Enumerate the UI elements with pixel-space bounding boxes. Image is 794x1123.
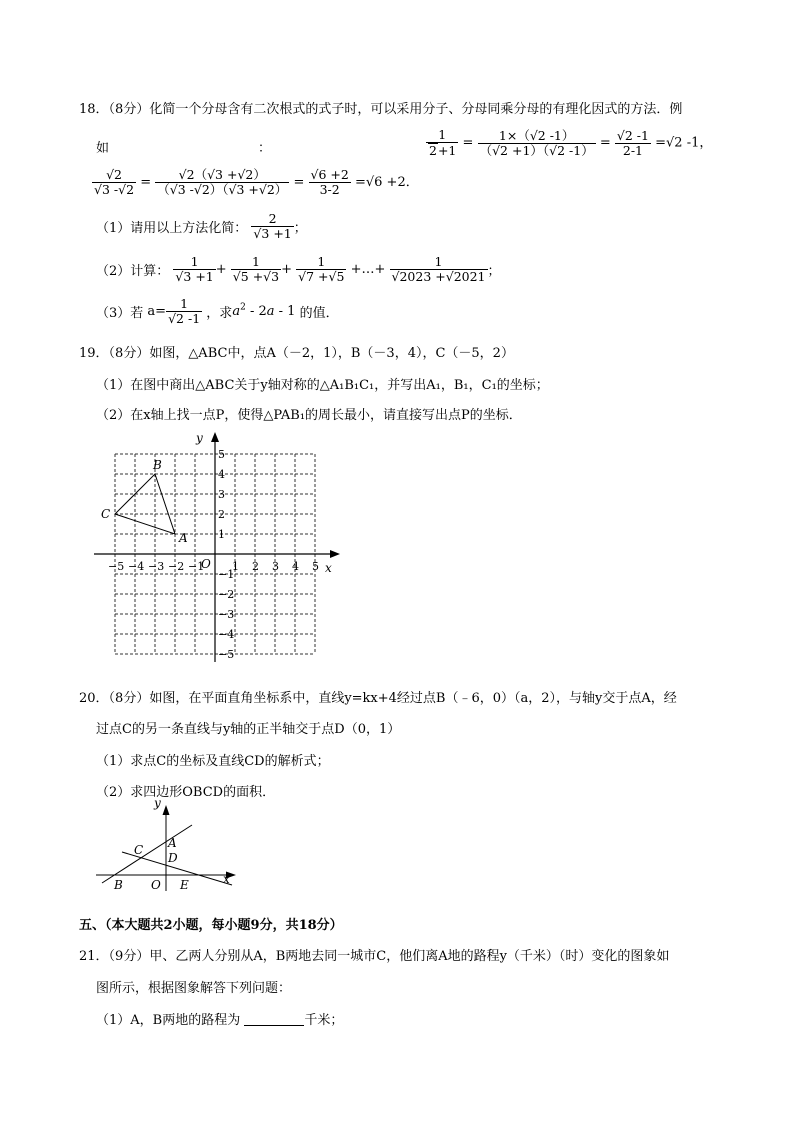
point-e-label: E [180,878,189,892]
section-5-heading: 五、（本大题共2小题，每小题9分，共18分） [79,918,343,933]
y-tick-label: 3 [218,488,225,501]
x-axis-label: x [325,561,332,575]
y-axis-arrow-icon [163,805,170,815]
q19-coordinate-grid [92,430,344,665]
x-axis-label: x [223,872,230,886]
triangle-abc [115,474,175,534]
x-tick-label: 5 [312,560,319,573]
q20-intro-line1: 20．（8分）如图，在平面直角坐标系中，直线y=kx+4经过点B（﹣6，0）（a，2），与轴y交于点A，经 [79,691,677,706]
fraction: $\frac{√6 +2}{3-2}$ [310,167,349,197]
answer-blank[interactable] [244,1013,304,1026]
fraction: $\frac{1}{√5 +√3}$ [232,254,280,284]
origin-label: O [201,557,211,571]
q18-example-2: $\frac{√2}{√3 -√2}$ = $\frac{√2(√3 +√2)}{(√3 -√2)(√3 +√2)}$ = $\frac{√6 +2}{3-2}$ =√6 +2． [94,167,419,197]
y-tick-label: −2 [218,588,235,601]
origin-label: O [151,878,161,892]
fraction: $\frac{√2}{√3 -√2}$ [94,167,135,197]
x-tick-label: −5 [108,560,125,573]
point-a-label: A [168,836,177,850]
fraction: $\frac{√2(√3 +√2)}{(√3 -√2)(√3 +√2)}$ [157,167,288,197]
q21-intro-line2: 图所示，根据图象解答下列问题： [96,981,292,996]
q21-intro-line1: 21．（9分）甲、乙两人分别从A，B两地去同一城市C，他们离A地的路程y（千米）（时）变化的图象如 [79,949,670,964]
q18-colon: ： [258,141,272,156]
y-tick-label: 4 [218,468,225,481]
fraction: $\frac{1\times(√2 -1)}{(√2 +1)(√2 -1)}$ [479,127,594,158]
fraction: $\frac{1}{√2023 +√2021}$ [391,254,486,284]
q18-part2: （2）计算： $\frac{1}{√3 +1}$ + $\frac{1}{√5 +√3}$ + $\frac{1}{√7 +√5}$ +…+ $\frac{1}{√2023 +√2021}$ ； [96,254,501,284]
y-tick-label: −3 [218,608,235,621]
fraction: $\frac{1}{√7 +√5}$ [298,254,345,284]
y-axis-label: y [196,431,203,445]
fraction: $\frac{1}{2+1}$ [426,128,458,158]
x-tick-label: −1 [188,560,205,573]
x-tick-label: 2 [252,560,259,573]
q20-part2: （2）求四边形OBCD的面积． [96,785,276,800]
q18-part1: （1）请用以上方法化简： $\frac{2}{√3 +1}$ ； [96,211,307,241]
point-b-label: B [114,878,123,892]
y-axis-label: y [154,797,161,810]
q20-figure [92,797,242,893]
point-d-label: D [168,851,178,865]
fraction: $\frac{1}{√3 +1}$ [175,254,214,284]
y-tick-label: −4 [218,628,235,641]
line-ab [102,825,192,883]
q20-intro-line2: 过点C的另一条直线与y轴的正半轴交于点D（0，1） [96,722,401,737]
y-axis-arrow-icon [211,432,219,442]
x-tick-label: −2 [168,560,185,573]
y-tick-label: 1 [218,528,225,541]
x-tick-label: 4 [292,560,299,573]
q18-ru: 如 [96,141,110,156]
q18-example-1: $\frac{1}{2+1}$ = $\frac{1\times(√2 -1)}{(√2 +1)(√2 -1)}$ = $\frac{√2 -1}{2-1}$ =√2 -1， [426,128,712,158]
q21-part1: （1）A，B两地的路程为 千米； [96,1013,344,1028]
point-b-label: B [153,458,162,472]
q18-intro: 18．（8分）化简一个分母含有二次根式的式子时，可以采用分子、分母同乘分母的有理化因式的方法．例 [79,102,683,117]
q19-part1: （1）在图中商出△ABC关于y轴对称的△A₁B₁C₁，并写出A₁，B₁，C₁的坐标； [96,378,549,393]
y-tick-label: −1 [218,568,235,581]
y-tick-label: 2 [218,508,225,521]
x-axis-arrow-icon [330,550,340,558]
x-tick-label: 1 [232,560,239,573]
q19-part2: （2）在x轴上找一点P，使得△PAB₁的周长最小，请直接写出点P的坐标． [96,408,522,423]
q19-intro: 19．（8分）如图，△ABC中，点A（－2，1），B（－3，4），C（－5，2） [79,346,514,361]
y-tick-label: −5 [218,648,235,661]
point-c-label: C [101,507,111,521]
point-c-label: C [134,843,144,857]
point-a-label: A [179,531,188,545]
x-tick-label: −3 [148,560,165,573]
q18-part3: （3）若 a= $\frac{1}{√2 -1}$ ，求$a^2 - 2a - 1$ 的值． [96,296,339,326]
x-tick-label: −4 [128,560,145,573]
axes [94,436,335,662]
fraction: $\frac{1}{√2 -1}$ [168,296,201,326]
x-tick-label: 3 [272,560,279,573]
q20-part1: （1）求点C的坐标及直线CD的解析式； [96,754,330,769]
fraction: $\frac{√2 -1}{2-1}$ [616,127,649,158]
y-tick-label: 5 [218,448,225,461]
fraction: $\frac{2}{√3 +1}$ [253,211,292,241]
